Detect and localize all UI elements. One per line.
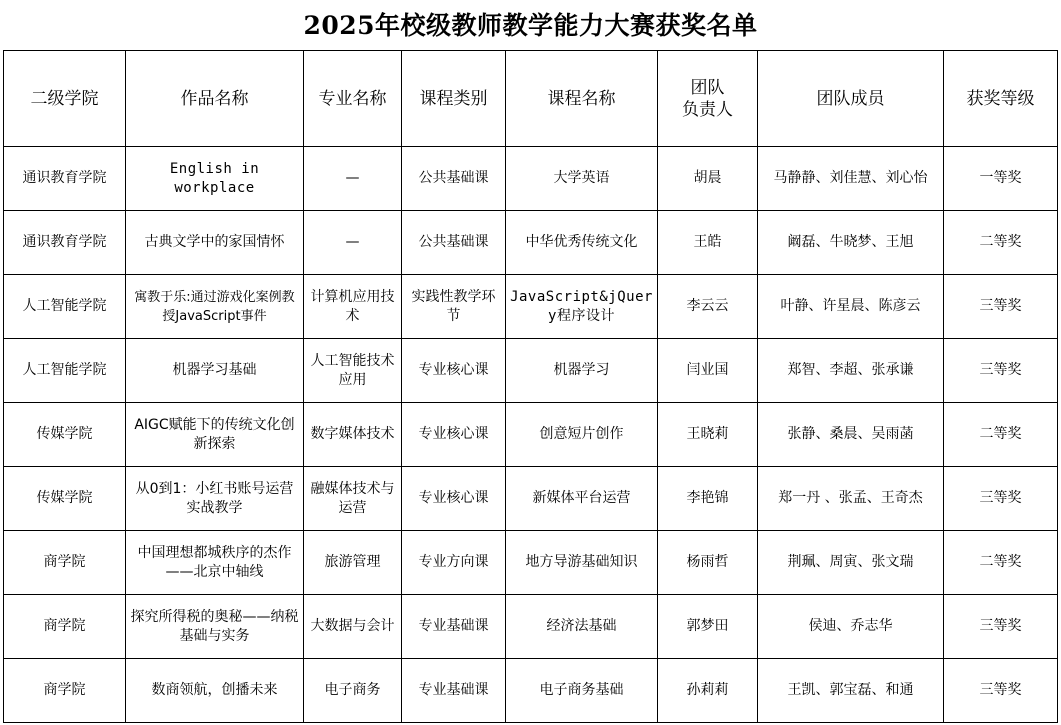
- cell-work-title: 机器学习基础: [126, 339, 304, 403]
- cell-team-leader: 闫业国: [658, 339, 758, 403]
- cell-course-category: 实践性教学环节: [402, 275, 506, 339]
- cell-college: 商学院: [4, 595, 126, 659]
- header-award-level: 获奖等级: [944, 51, 1058, 147]
- cell-college: 商学院: [4, 659, 126, 723]
- cell-major: 电子商务: [304, 659, 402, 723]
- cell-team-leader: 王晓莉: [658, 403, 758, 467]
- cell-course-name: 创意短片创作: [506, 403, 658, 467]
- table-row: [4, 275, 1058, 339]
- cell-award-level: 一等奖: [944, 147, 1058, 211]
- header-work-title: 作品名称: [126, 51, 304, 147]
- table-row: [4, 147, 1058, 211]
- cell-team-members: 叶静、许星晨、陈彦云: [758, 275, 944, 339]
- cell-work-title: 中国理想都城秩序的杰作——北京中轴线: [126, 531, 304, 595]
- cell-course-category: 公共基础课: [402, 147, 506, 211]
- table-row: [4, 467, 1058, 531]
- cell-award-level: 三等奖: [944, 275, 1058, 339]
- cell-work-title: 探究所得税的奥秘——纳税基础与实务: [126, 595, 304, 659]
- cell-major: —: [304, 211, 402, 275]
- cell-course-name: 大学英语: [506, 147, 658, 211]
- cell-college: 人工智能学院: [4, 339, 126, 403]
- cell-course-name: 中华优秀传统文化: [506, 211, 658, 275]
- header-team-members: 团队成员: [758, 51, 944, 147]
- cell-work-title: AIGC赋能下的传统文化创新探索: [126, 403, 304, 467]
- cell-course-name: 电子商务基础: [506, 659, 658, 723]
- cell-college: 传媒学院: [4, 403, 126, 467]
- header-course-category: 课程类别: [402, 51, 506, 147]
- table-row: [4, 211, 1058, 275]
- cell-course-category: 专业方向课: [402, 531, 506, 595]
- cell-course-category: 专业基础课: [402, 659, 506, 723]
- cell-course-name: 经济法基础: [506, 595, 658, 659]
- cell-major: 人工智能技术应用: [304, 339, 402, 403]
- table-row: [4, 403, 1058, 467]
- cell-team-members: 张静、桑晨、吴雨菡: [758, 403, 944, 467]
- table-row: [4, 595, 1058, 659]
- cell-team-members: 王凯、郭宝磊、和通: [758, 659, 944, 723]
- cell-college: 商学院: [4, 531, 126, 595]
- table-row: [4, 659, 1058, 723]
- cell-team-leader: 王皓: [658, 211, 758, 275]
- cell-major: 计算机应用技术: [304, 275, 402, 339]
- header-college: 二级学院: [4, 51, 126, 147]
- awards-table: [3, 50, 1058, 723]
- cell-team-members: 郑智、李超、张承谦: [758, 339, 944, 403]
- cell-work-title: 寓教于乐:通过游戏化案例教授JavaScript事件: [126, 275, 304, 339]
- cell-team-members: 荆珮、周寅、张文瑞: [758, 531, 944, 595]
- cell-team-leader: 李云云: [658, 275, 758, 339]
- cell-course-name: JavaScript&jQuery程序设计: [506, 275, 658, 339]
- cell-course-name: 机器学习: [506, 339, 658, 403]
- cell-team-leader: 胡晨: [658, 147, 758, 211]
- table-row: [4, 531, 1058, 595]
- cell-team-leader: 李艳锦: [658, 467, 758, 531]
- table-header-row: [4, 51, 1058, 147]
- cell-course-name: 地方导游基础知识: [506, 531, 658, 595]
- cell-team-members: 郑一丹 、张孟、王奇杰: [758, 467, 944, 531]
- cell-team-members: 阚磊、牛晓梦、王旭: [758, 211, 944, 275]
- cell-award-level: 二等奖: [944, 211, 1058, 275]
- header-team-leader: 团队 负责人: [658, 51, 758, 147]
- header-course-name: 课程名称: [506, 51, 658, 147]
- cell-award-level: 二等奖: [944, 531, 1058, 595]
- cell-major: 大数据与会计: [304, 595, 402, 659]
- page-title: 2025年校级教师教学能力大赛获奖名单: [303, 11, 758, 40]
- cell-work-title: English in workplace: [126, 147, 304, 211]
- cell-college: 传媒学院: [4, 467, 126, 531]
- cell-major: 融媒体技术与运营: [304, 467, 402, 531]
- cell-course-category: 专业核心课: [402, 467, 506, 531]
- cell-major: 旅游管理: [304, 531, 402, 595]
- cell-award-level: 三等奖: [944, 467, 1058, 531]
- cell-award-level: 三等奖: [944, 339, 1058, 403]
- cell-work-title: 从0到1：小红书账号运营实战教学: [126, 467, 304, 531]
- cell-team-leader: 郭梦田: [658, 595, 758, 659]
- cell-team-members: 侯迪、乔志华: [758, 595, 944, 659]
- cell-team-leader: 杨雨哲: [658, 531, 758, 595]
- cell-college: 通识教育学院: [4, 211, 126, 275]
- cell-award-level: 三等奖: [944, 595, 1058, 659]
- cell-work-title: 古典文学中的家国情怀: [126, 211, 304, 275]
- cell-course-name: 新媒体平台运营: [506, 467, 658, 531]
- cell-award-level: 三等奖: [944, 659, 1058, 723]
- cell-major: 数字媒体技术: [304, 403, 402, 467]
- cell-college: 通识教育学院: [4, 147, 126, 211]
- cell-course-category: 公共基础课: [402, 211, 506, 275]
- cell-course-category: 专业核心课: [402, 403, 506, 467]
- cell-award-level: 二等奖: [944, 403, 1058, 467]
- cell-college: 人工智能学院: [4, 275, 126, 339]
- cell-course-category: 专业核心课: [402, 339, 506, 403]
- header-major: 专业名称: [304, 51, 402, 147]
- cell-course-category: 专业基础课: [402, 595, 506, 659]
- cell-team-leader: 孙莉莉: [658, 659, 758, 723]
- cell-work-title: 数商领航，创播未来: [126, 659, 304, 723]
- cell-team-members: 马静静、刘佳慧、刘心怡: [758, 147, 944, 211]
- table-row: [4, 339, 1058, 403]
- cell-major: —: [304, 147, 402, 211]
